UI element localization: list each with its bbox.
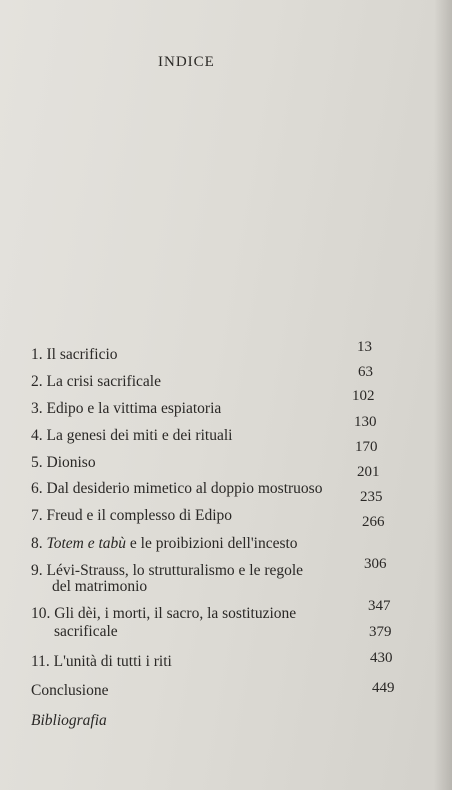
toc-entry-10-line-2: sacrificale bbox=[54, 623, 118, 640]
toc-entry-8-page: 266 bbox=[362, 514, 385, 530]
toc-entry-9-line-2: del matrimonio bbox=[52, 578, 148, 595]
toc-entry-3-title: 3. Edipo e la vittima espiatoria bbox=[31, 400, 222, 417]
toc-entry-conclusione-title: Conclusione bbox=[31, 682, 109, 699]
toc-entry-4-title: 4. La genesi dei miti e dei rituali bbox=[31, 427, 233, 444]
toc-entry-11-title: 11. L'unità di tutti i riti bbox=[31, 653, 172, 670]
toc-entry-6-title: 6. Dal desiderio mimetico al doppio mostruoso bbox=[31, 480, 323, 497]
page-title: INDICE bbox=[158, 54, 215, 70]
toc-entry-11-page: 430 bbox=[370, 650, 393, 666]
toc-entry-1-page: 13 bbox=[357, 339, 372, 355]
toc-entry-1-title: 1. Il sacrificio bbox=[31, 346, 118, 363]
toc-entry-8-title bbox=[31, 535, 298, 553]
toc-entry-10-page: 347 bbox=[368, 598, 391, 614]
toc-entry-8-prefix: 8. bbox=[31, 535, 47, 552]
toc-entry-8-italic-title: Totem e tabù bbox=[46, 535, 127, 552]
toc-entry-3-page: 102 bbox=[352, 388, 375, 404]
toc-entry-bibliografia-title: Bibliografia bbox=[31, 712, 107, 729]
toc-entry-8-suffix: e le proibizioni dell'incesto bbox=[126, 535, 298, 552]
toc-entry-2-page: 63 bbox=[358, 364, 373, 380]
toc-entry-10-line-1: 10. Gli dèi, i morti, il sacro, la sostituzione bbox=[31, 605, 297, 622]
toc-entry-4-page: 130 bbox=[354, 414, 377, 430]
toc-entry-6-page: 201 bbox=[357, 464, 380, 480]
toc-entry-2-title: 2. La crisi sacrificale bbox=[31, 373, 161, 390]
toc-entry-conclusione-page: 449 bbox=[372, 680, 395, 696]
toc-entry-7-title: 7. Freud e il complesso di Edipo bbox=[31, 507, 233, 524]
toc-entry-5-title: 5. Dioniso bbox=[31, 454, 96, 471]
toc-entry-10-page-2: 379 bbox=[369, 624, 392, 640]
toc-entry-9-line-1: 9. Lévi-Strauss, lo strutturalismo e le regole bbox=[31, 562, 304, 579]
toc-entry-5-page: 170 bbox=[355, 439, 378, 455]
toc-entry-9-page: 306 bbox=[364, 556, 387, 572]
toc-entry-7-page: 235 bbox=[360, 489, 383, 505]
